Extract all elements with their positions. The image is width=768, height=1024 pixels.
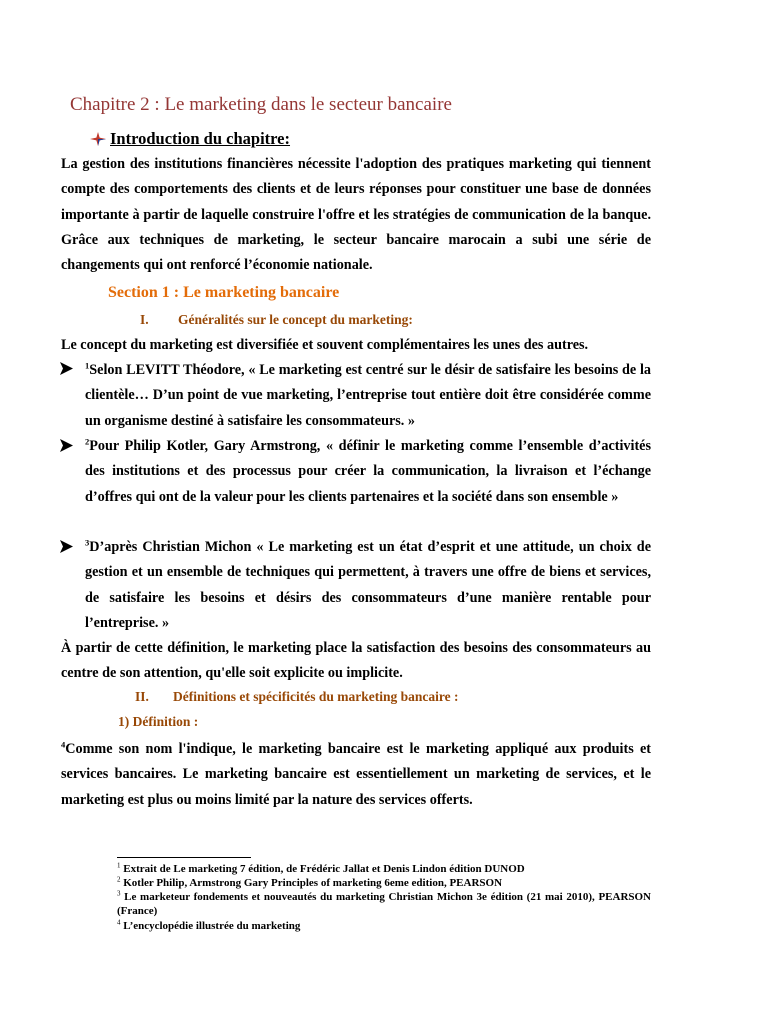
footnote-1 [117, 863, 651, 877]
definition-paragraph: À partir de cette définition, le marketing place la satisfaction des besoins des consommateurs au centre de son attention, qu'elle soit explicite ou implicite. [61, 640, 651, 682]
footnote-ref: 3 [85, 537, 90, 548]
footnote-2 [117, 877, 651, 891]
subheading-1-number: I. [140, 312, 149, 327]
quote-bullet-michon [85, 535, 651, 636]
concept-line: Le concept du marketing est diversifiée et souvent complémentaires les unes des autres. [61, 337, 589, 353]
subheading-1 [140, 312, 413, 328]
subheading-1-title: Généralités sur le concept du marketing: [178, 312, 413, 327]
footnote-text: Le marketeur fondements et nouveautés du marketing Christian Michon 3e édition (21 mai 2010), PEARSON (France) [117, 891, 652, 917]
footnote-text: Kotler Philip, Armstrong Gary Principles of marketing 6eme edition, PEARSON [123, 877, 503, 889]
subheading-2-title: Définitions et spécificités du marketing bancaire : [173, 689, 459, 704]
intro-paragraph: La gestion des institutions financières nécessite l'adoption des pratiques marketing qui tiennent compte des comportements des clients et de leurs réponses pour constituer une base de données importante à partir de laquelle construire l'offre et les stratégies de communication de la banque. Grâce aux techniques de marketing, le secteur bancaire marocain a subi une série de changements qui ont renforcé l’économie nationale. [61, 156, 651, 274]
footnote-text: Extrait de Le marketing 7 édition, de Frédéric Jallat et Denis Lindon édition DUNOD [123, 863, 525, 875]
footnote-number: 3 [117, 889, 121, 898]
four-point-star-bullet-icon [90, 131, 106, 145]
footnote-3 [117, 891, 651, 918]
footnote-ref: 4 [61, 739, 66, 750]
footnote-ref: 2 [85, 436, 90, 447]
footnote-separator [117, 857, 251, 858]
footnote-4 [117, 920, 651, 934]
subheading-2-number: II. [135, 689, 149, 704]
arrow-bullet-icon [60, 362, 76, 380]
arrow-bullet-icon [60, 439, 76, 457]
arrow-bullet-icon [60, 540, 76, 558]
definition-heading: 1) Définition : [118, 714, 199, 729]
footnote-text: L’encyclopédie illustrée du marketing [123, 920, 301, 932]
chapter-title: Chapitre 2 : Le marketing dans le secteur bancaire [70, 94, 452, 115]
quote-bullet-kotler [85, 434, 651, 510]
bullet-text: Pour Philip Kotler, Gary Armstrong, « définir le marketing comme l’ensemble d’activités des institutions et des processus pour créer la communication, la livraison et l’échange d’offres qui ont de la valeur pour les clients partenaires et la société dans son ensemble » [85, 438, 651, 505]
section-heading: Section 1 : Le marketing bancaire [108, 284, 340, 301]
footnote-number: 4 [117, 918, 121, 927]
footnote-ref: 1 [85, 360, 90, 371]
bullet-text: Selon LEVITT Théodore, « Le marketing est centré sur le désir de satisfaire les besoins de la clientèle… D’un point de vue marketing, l’entreprise tout entière doit être considérée comme un organisme destiné à satisfaire les consommateurs. » [85, 362, 651, 429]
banking-paragraph-text: Comme son nom l'indique, le marketing bancaire est le marketing appliqué aux produits et services bancaires. Le marketing bancaire est essentiellement un marketing de services, et le marketing est plus ou moins limité par la nature des services offerts. [61, 741, 651, 808]
intro-heading-label: Introduction du chapitre: [110, 129, 291, 148]
banking-paragraph [61, 737, 651, 813]
intro-heading [90, 129, 290, 149]
quote-bullet-levitt [85, 358, 651, 434]
bullet-text: D’après Christian Michon « Le marketing est un état d’esprit et une attitude, un choix de gestion et un ensemble de techniques qui permettent, à travers une offre de biens et services, de satisfaire les besoins et désirs des consommateurs d’une manière rentable pour l’entreprise. » [85, 539, 651, 631]
footnote-number: 1 [117, 861, 121, 870]
subheading-2 [135, 689, 458, 705]
footnote-number: 2 [117, 875, 121, 884]
